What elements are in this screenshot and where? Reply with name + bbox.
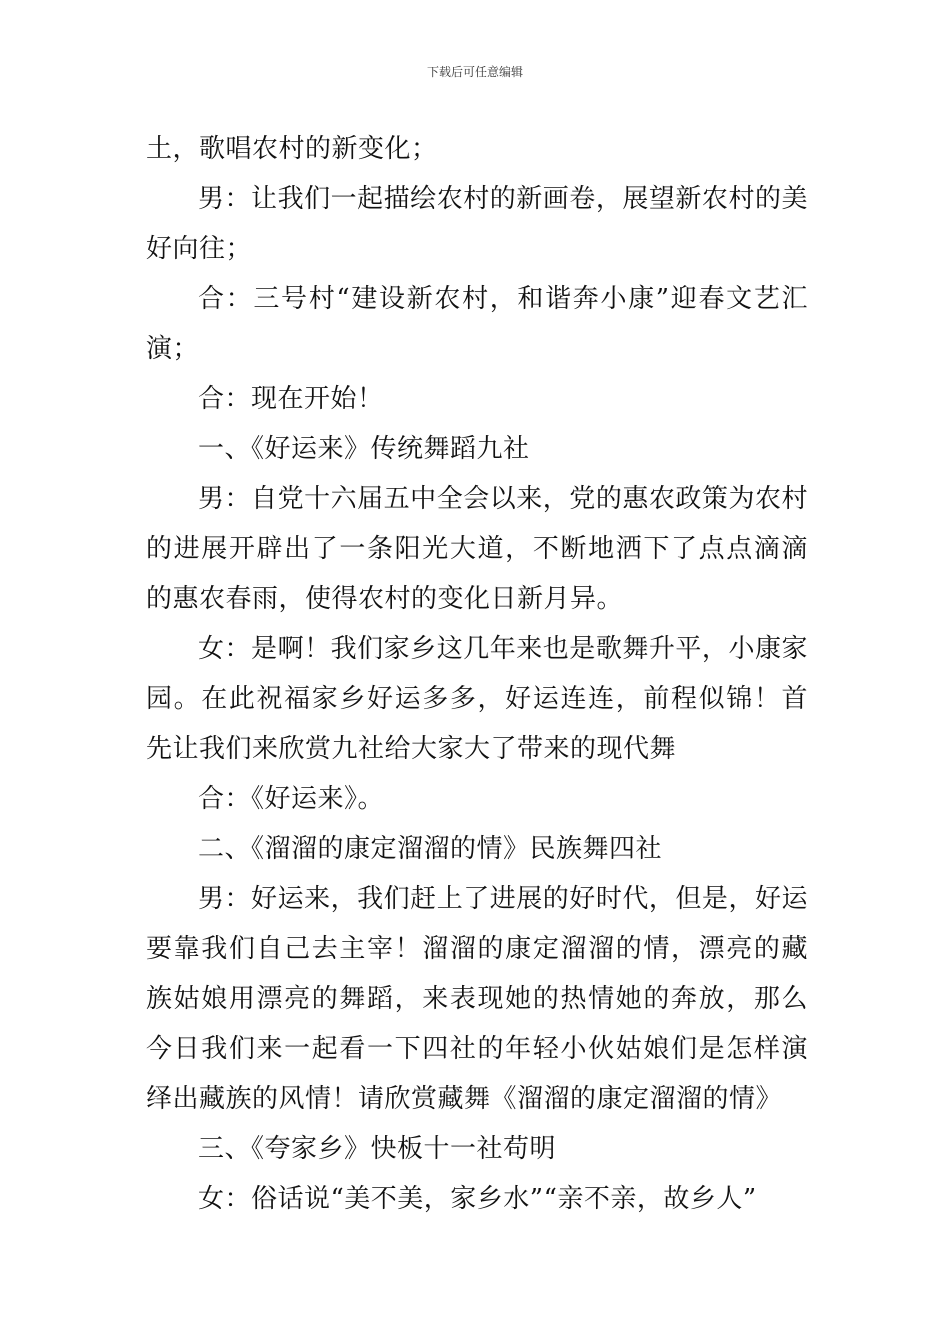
paragraph-3: 合：三号村“建设新农村，和谐奔小康”迎春文艺汇演； — [146, 284, 808, 364]
paragraph-9: 女：俗话说“美不美，家乡水”“亲不亲，故乡人” — [198, 1184, 757, 1214]
section-heading-1: 一、《好运来》传统舞蹈九社 — [198, 434, 530, 464]
section-heading-2: 二、《溜溜的康定溜溜的情》民族舞四社 — [198, 834, 663, 864]
page-header-note: 下载后可任意编辑 — [426, 65, 523, 79]
paragraph-2: 男：让我们一起描绘农村的新画卷，展望新农村的美好向往； — [146, 184, 808, 264]
paragraph-8: 男：好运来，我们赶上了进展的好时代，但是，好运要靠我们自己去主宰！溜溜的康定溜溜的情，漂亮的藏族姑娘用漂亮的舞蹈，来表现她的热情她的奔放，那么今日我们来一起看一下四社的年轻小伙姑娘们是怎样演绎出藏族的风情！请欣赏藏舞《溜溜的康定溜溜的情》 — [146, 884, 808, 1114]
document-body — [146, 124, 808, 1224]
paragraph-7: 合：《好运来》。 — [198, 784, 385, 814]
section-heading-3: 三、《夸家乡》快板十一社苟明 — [198, 1134, 557, 1164]
paragraph-4: 合：现在开始！ — [198, 384, 384, 414]
paragraph-1: 土，歌唱农村的新变化； — [146, 134, 438, 164]
paragraph-5: 男：自党十六届五中全会以来，党的惠农政策为农村的进展开辟出了一条阳光大道，不断地洒下了点点滴滴的惠农春雨，使得农村的变化日新月异。 — [146, 484, 808, 614]
paragraph-6: 女：是啊！我们家乡这几年来也是歌舞升平，小康家园。在此祝福家乡好运多多，好运连连，前程似锦！首先让我们来欣赏九社给大家大了带来的现代舞 — [146, 634, 808, 764]
